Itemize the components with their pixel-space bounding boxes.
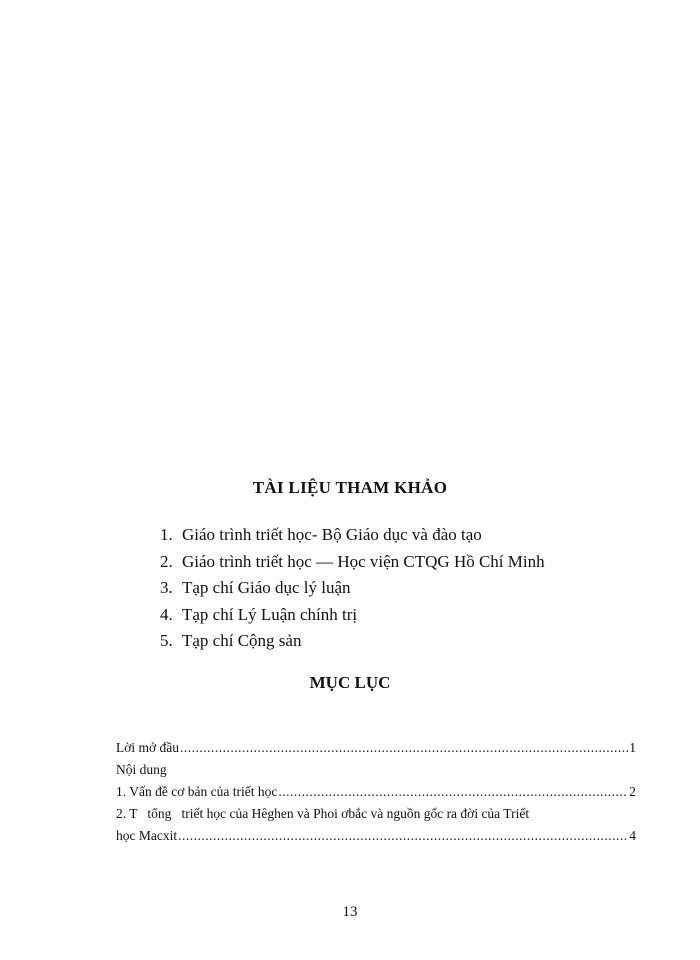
toc-page-number: 4 (629, 828, 636, 843)
reference-item (160, 602, 545, 629)
toc-entry-label: học Macxit (116, 828, 178, 843)
reference-text: Tạp chí Lý Luận chính trị (182, 604, 358, 624)
toc-entry-label: 1. Vấn đề cơ bản của triết học (116, 784, 278, 799)
toc-entry-label: Lời mở đầu (116, 740, 180, 755)
page-number: 13 (342, 904, 358, 920)
toc-entry-label: 2. T tổng triết học của Hêghen và Phoi ơbắc và nguồn gốc ra đời của Triết (116, 806, 530, 821)
references-list (160, 522, 545, 655)
reference-number: 3. (160, 578, 173, 597)
toc-entry (116, 781, 636, 803)
toc-entry (116, 737, 636, 759)
reference-text: Giáo trình triết học — Học viện CTQG Hồ Chí Minh (182, 551, 545, 571)
toc-page-number: 2 (629, 784, 636, 799)
table-of-contents (116, 737, 636, 847)
reference-item (160, 522, 545, 549)
reference-item (160, 549, 545, 576)
toc-leader-dots (178, 825, 628, 847)
reference-number: 2. (160, 551, 173, 571)
reference-item (160, 628, 545, 655)
reference-item (160, 575, 545, 602)
toc-title: MỤC LỤC (309, 673, 391, 692)
reference-number: 1. (160, 525, 173, 544)
toc-entry (116, 825, 636, 847)
reference-text: Tạp chí Cộng sản (182, 631, 302, 650)
reference-text: Tạp chí Giáo dục lý luận (182, 578, 351, 597)
toc-leader-dots (180, 737, 628, 759)
toc-entry (116, 759, 636, 781)
toc-page-number: 1 (629, 740, 636, 755)
toc-entry (116, 803, 636, 825)
references-title: TÀI LIỆU THAM KHẢO (252, 478, 448, 497)
reference-number: 4. (160, 604, 173, 624)
toc-entry-label: Nội dung (116, 762, 167, 777)
toc-leader-dots (278, 781, 628, 803)
reference-text: Giáo trình triết học- Bộ Giáo dục và đào tạo (182, 525, 482, 544)
reference-number: 5. (160, 631, 173, 650)
